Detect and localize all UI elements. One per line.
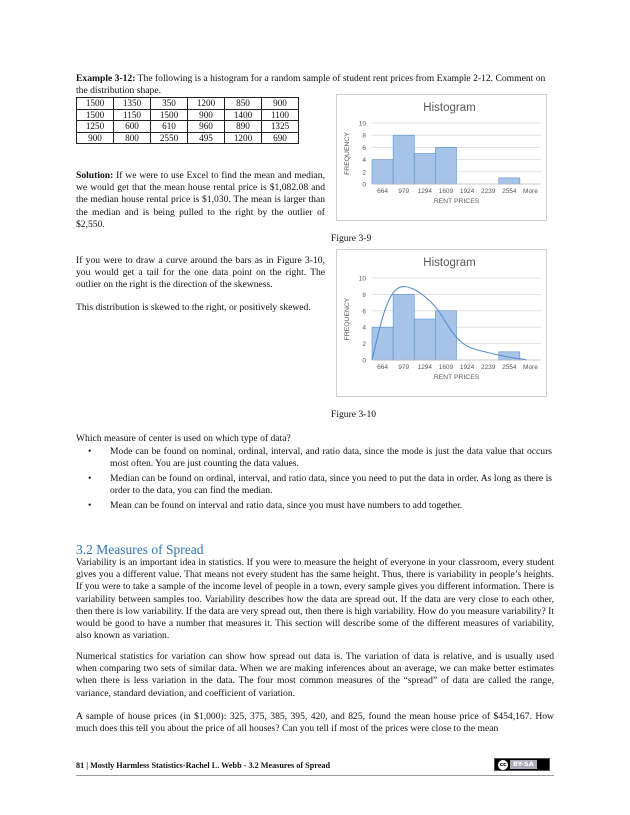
histogram-bar bbox=[372, 160, 393, 184]
rent-table-cell: 1100 bbox=[262, 109, 299, 121]
y-axis-label: FREQUENCY bbox=[344, 132, 351, 175]
x-tick-label: More bbox=[523, 364, 538, 371]
x-tick-label: 2239 bbox=[480, 364, 496, 371]
histogram-bar bbox=[393, 135, 414, 184]
footer-rule bbox=[76, 775, 554, 776]
rent-table-cell: 850 bbox=[225, 98, 262, 110]
figure-3-9-caption: Figure 3-9 bbox=[331, 233, 372, 244]
y-tick-label: 4 bbox=[362, 157, 366, 165]
y-tick-label: 0 bbox=[362, 357, 366, 365]
x-tick-label: 1294 bbox=[417, 188, 433, 195]
bullet-text: Mode can be found on nominal, ordinal, interval, and ratio data, since the mode is just the data value that occurs most often. You are just counting the data values. bbox=[110, 446, 552, 470]
example-text: The following is a histogram for a random sample of student rent prices from Example 2-12. Comment on the distribution shape. bbox=[76, 73, 546, 97]
x-tick-label: 2239 bbox=[480, 188, 496, 195]
x-tick-label: More bbox=[523, 188, 538, 195]
histogram-bar bbox=[414, 154, 435, 185]
x-axis-label: RENT PRICES bbox=[433, 374, 480, 381]
x-tick-label: 664 bbox=[377, 364, 388, 371]
x-tick-label: 979 bbox=[398, 188, 410, 195]
rent-table-cell: 1200 bbox=[188, 98, 225, 110]
solution-text: If we were to use Excel to find the mean and median, we would get that the mean house rental price is $1,082.08 and the median house rental price is $1,030. The mean is larger than the median and is being pulled to the right by the outlier of $2,550. bbox=[76, 170, 325, 230]
y-axis-label: FREQUENCY bbox=[344, 297, 351, 341]
bullet-icon: • bbox=[88, 446, 92, 457]
histogram-chart-2 bbox=[336, 249, 547, 397]
histogram-1-svg bbox=[337, 95, 546, 220]
rent-table-cell: 1325 bbox=[262, 121, 299, 133]
x-tick-label: 2554 bbox=[502, 364, 517, 371]
histogram-bar bbox=[414, 319, 435, 360]
list-item bbox=[88, 446, 552, 470]
house-prices-paragraph: A sample of house prices (in $1,000): 325, 375, 385, 395, 420, and 825, found the mean house price of $454,167. How much does this tell you about the price of all houses? Can you tell if most of the prices were close to the mean bbox=[76, 711, 554, 735]
example-label: Example 3-12: bbox=[76, 73, 136, 84]
rent-table-cell: 2550 bbox=[151, 132, 188, 144]
x-tick-label: 979 bbox=[398, 364, 410, 371]
y-tick-label: 2 bbox=[362, 341, 366, 349]
rent-table-cell: 1250 bbox=[77, 121, 114, 133]
measure-of-center-list bbox=[88, 446, 552, 515]
y-tick-label: 10 bbox=[358, 275, 366, 283]
x-tick-label: 1294 bbox=[417, 364, 433, 371]
rent-table-cell: 900 bbox=[77, 132, 114, 144]
rent-table-cell: 1350 bbox=[114, 98, 151, 110]
histogram-bar bbox=[435, 147, 456, 184]
y-tick-label: 6 bbox=[362, 144, 366, 152]
y-tick-label: 4 bbox=[362, 324, 366, 332]
question-text: Which measure of center is used on which type of data? bbox=[76, 433, 291, 444]
rent-table-row bbox=[77, 132, 299, 144]
rent-table-cell: 495 bbox=[188, 132, 225, 144]
rent-table-row bbox=[77, 98, 299, 110]
solution-paragraph bbox=[76, 170, 325, 231]
bullet-text: Median can be found on ordinal, interval, and ratio data, since you need to put the data in order. As long as there is order to the data, you can find the median. bbox=[110, 472, 552, 497]
rent-table-cell: 690 bbox=[262, 132, 299, 144]
y-tick-label: 2 bbox=[362, 169, 366, 177]
histogram-bar bbox=[372, 327, 393, 360]
rent-table-cell: 350 bbox=[151, 98, 188, 110]
histogram-bar bbox=[435, 311, 456, 360]
cc-icon: cc bbox=[499, 761, 507, 768]
rent-table-row bbox=[77, 121, 299, 133]
rent-table-cell: 960 bbox=[188, 121, 225, 133]
chart-title: Histogram bbox=[423, 257, 476, 269]
skew-paragraph: This distribution is skewed to the right, or positively skewed. bbox=[76, 302, 311, 313]
rent-table-cell: 1150 bbox=[114, 109, 151, 121]
rent-table-cell: 900 bbox=[188, 109, 225, 121]
x-tick-label: 1609 bbox=[438, 188, 454, 195]
histogram-chart-1 bbox=[336, 94, 547, 221]
y-tick-label: 10 bbox=[358, 120, 366, 128]
page-footer: 81 | Mostly Harmless Statistics-Rachel L. Webb - 3.2 Measures of Spread bbox=[76, 761, 331, 770]
rent-table-cell: 900 bbox=[262, 98, 299, 110]
rent-table-cell: 610 bbox=[151, 121, 188, 133]
curve-paragraph: If you were to draw a curve around the bars as in Figure 3-10, you would get a tail for the one data point on the right. The outlier on the right is the direction of the skewness. bbox=[76, 255, 325, 291]
histogram-bar bbox=[393, 294, 414, 360]
chart-title: Histogram bbox=[423, 102, 476, 114]
list-item bbox=[88, 500, 552, 512]
rent-table-cell: 1500 bbox=[151, 109, 188, 121]
rent-table-cell: 1200 bbox=[225, 132, 262, 144]
cc-license-text: BY-SA bbox=[510, 760, 537, 769]
rent-table-cell: 890 bbox=[225, 121, 262, 133]
rent-table-cell: 1400 bbox=[225, 109, 262, 121]
y-tick-label: 8 bbox=[362, 291, 366, 299]
rent-price-table bbox=[76, 97, 299, 144]
rent-table-cell: 800 bbox=[114, 132, 151, 144]
cc-license-badge[interactable] bbox=[494, 758, 550, 771]
y-tick-label: 6 bbox=[362, 308, 366, 316]
histogram-bar bbox=[499, 178, 520, 184]
rent-table-cell: 600 bbox=[114, 121, 151, 133]
list-item bbox=[88, 473, 552, 497]
bullet-icon: • bbox=[88, 499, 92, 511]
variability-paragraph: Variability is an important idea in statistics. If you were to measure the height of everyone in your classroom, every student gives you a different value. That means not every student has the same height. Thus, there is variability in people’s heights. If you were to take a sample of the income level of people in a town, every sample gives you different information. There is variability between samples too. Variability describes how the data are spread out. If the data are very close to each other, then there is low variability. If the data are very spread out, then there is high variability. How do you measure variability? It would be good to have a number that measures it. This section will describe some of the different measures of variability, also known as variation. bbox=[76, 557, 554, 642]
x-tick-label: 664 bbox=[377, 188, 388, 195]
solution-label: Solution: bbox=[76, 170, 114, 181]
y-tick-label: 8 bbox=[362, 132, 366, 140]
rent-table-row bbox=[77, 109, 299, 121]
variation-paragraph: Numerical statistics for variation can show how spread out data is. The variation of data is relative, and is usually used when comparing two sets of similar data. When we are making inferences about an average, we can make better estimates when there is less variation in the data. The four most common measures of the “spread” of data are called the range, variance, standard deviation, and coefficient of variation. bbox=[76, 651, 554, 699]
bullet-text: Mean can be found on interval and ratio data, since you must have numbers to add together. bbox=[110, 499, 463, 511]
x-tick-label: 2554 bbox=[502, 188, 517, 195]
x-axis-label: RENT PRICES bbox=[433, 198, 480, 205]
rent-table-cell: 1500 bbox=[77, 98, 114, 110]
histogram-2-svg bbox=[337, 250, 546, 396]
section-heading: 3.2 Measures of Spread bbox=[76, 542, 204, 557]
y-tick-label: 0 bbox=[362, 181, 366, 189]
bullet-icon: • bbox=[88, 472, 92, 484]
x-tick-label: 1924 bbox=[459, 364, 475, 371]
x-tick-label: 1924 bbox=[459, 188, 475, 195]
figure-3-10-caption: Figure 3-10 bbox=[331, 409, 377, 420]
rent-table-cell: 1500 bbox=[77, 109, 114, 121]
x-tick-label: 1609 bbox=[438, 364, 454, 371]
